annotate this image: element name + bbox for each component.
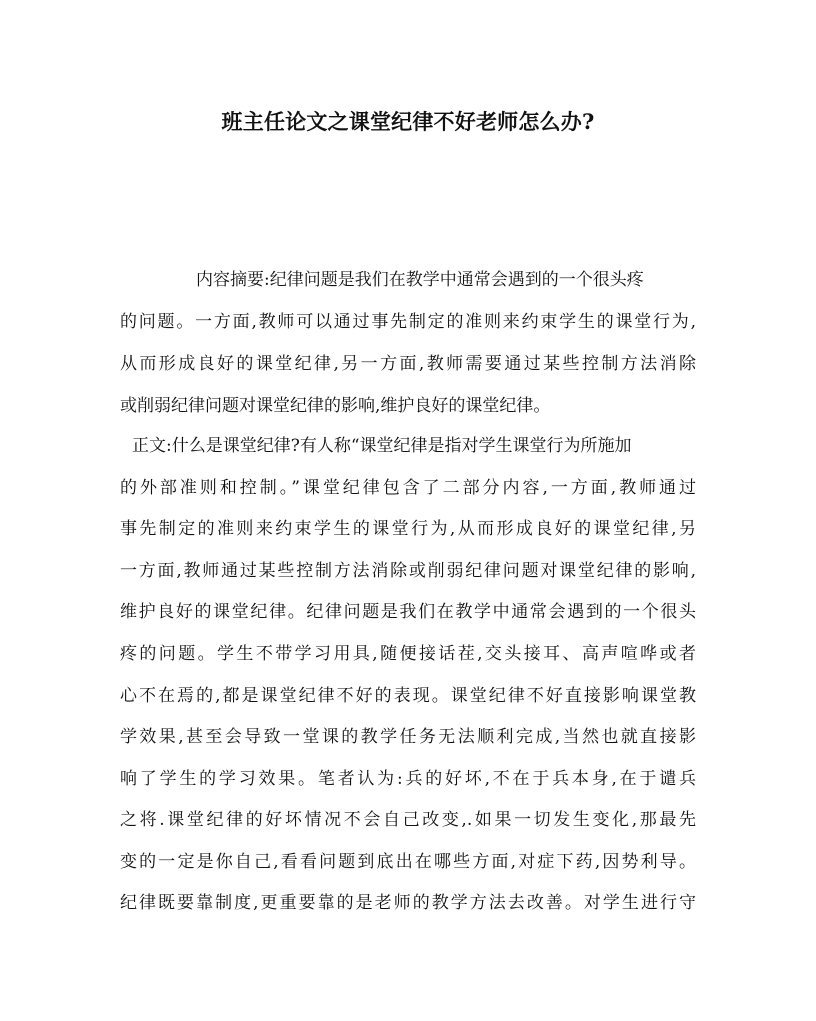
body-line: 维护良好的课堂纪律。纪律问题是我们在教学中通常会遇到的一个很头	[120, 602, 696, 622]
body-line: 疼的问题。学生不带学习用具,随便接话茬,交头接耳、高声喧哗或者	[120, 644, 696, 664]
abstract-line: 内容摘要:纪律问题是我们在教学中通常会遇到的一个很头疼	[196, 270, 644, 290]
body-line: 纪律既要靠制度,更重要靠的是老师的教学方法去改善。对学生进行守	[120, 893, 696, 913]
body-line: 之将.课堂纪律的好坏情况不会自己改变,.如果一切发生变化,那最先	[120, 810, 696, 830]
abstract-line: 或削弱纪律问题对课堂纪律的影响,维护良好的课堂纪律。	[120, 396, 551, 416]
body-line: 心不在焉的,都是课堂纪律不好的表现。课堂纪律不好直接影响课堂教	[120, 686, 696, 706]
body-line: 一方面,教师通过某些控制方法消除或削弱纪律问题对课堂纪律的影响,	[120, 561, 696, 581]
body-line: 变的一定是你自己,看看问题到底出在哪些方面,对症下药,因势利导。	[120, 852, 696, 872]
abstract-line: 的问题。一方面,教师可以通过事先制定的准则来约束学生的课堂行为,	[120, 312, 696, 332]
document-title: 班主任论文之课堂纪律不好老师怎么办?	[221, 109, 595, 134]
body-line: 响了学生的学习效果。笔者认为:兵的好坏,不在于兵本身,在于谴兵	[120, 769, 696, 789]
body-line: 的外部准则和控制。”课堂纪律包含了二部分内容,一方面,教师通过	[120, 478, 696, 498]
body-line: 正文:什么是课堂纪律?有人称“课堂纪律是指对学生课堂行为所施加	[132, 436, 632, 456]
body-line: 事先制定的准则来约束学生的课堂行为,从而形成良好的课堂纪律,另	[120, 519, 696, 539]
body-line: 学效果,甚至会导致一堂课的教学任务无法顺利完成,当然也就直接影	[120, 727, 696, 747]
abstract-line: 从而形成良好的课堂纪律,另一方面,教师需要通过某些控制方法消除	[120, 354, 696, 374]
